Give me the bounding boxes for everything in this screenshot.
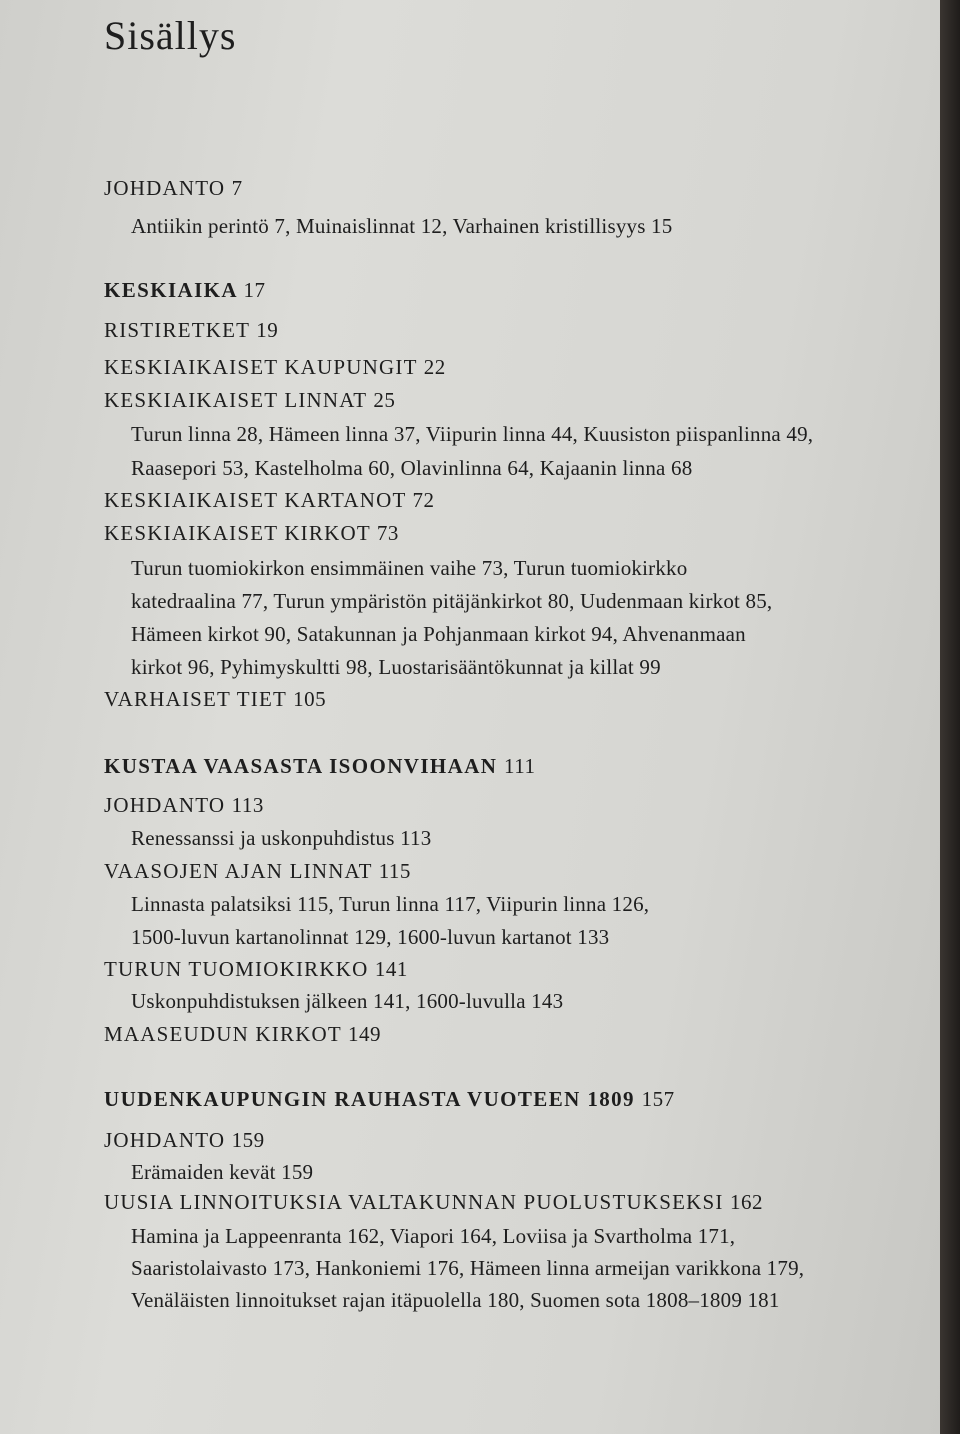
toc-page-number: 149: [348, 1022, 382, 1046]
toc-part-title: KESKIAIKA: [104, 278, 237, 302]
toc-chapter: [104, 1022, 381, 1047]
toc-subentries: Venäläisten linnoitukset rajan itäpuolella 180, Suomen sota 1808–1809 181: [131, 1288, 780, 1312]
toc-chapter-title: JOHDANTO: [104, 1128, 226, 1152]
toc-subentries: Turun tuomiokirkon ensimmäinen vaihe 73, Turun tuomiokirkko: [131, 556, 688, 580]
toc-page-number: 111: [504, 754, 536, 778]
toc-chapter-title: VARHAISET TIET: [104, 687, 287, 711]
toc-part-title: UUDENKAUPUNGIN RAUHASTA VUOTEEN 1809: [104, 1087, 635, 1111]
toc-chapter-title: RISTIRETKET: [104, 318, 250, 342]
page-title: Sisällys: [104, 13, 237, 58]
toc-chapter-title: KESKIAIKAISET KARTANOT: [104, 488, 407, 512]
toc-subentries: Saaristolaivasto 173, Hankoniemi 176, Hämeen linna armeijan varikkona 179,: [131, 1256, 805, 1280]
toc-page-number: 141: [374, 957, 408, 981]
toc-part: [104, 754, 535, 779]
page-edge-shadow: [940, 0, 960, 1434]
toc-chapter: [104, 521, 399, 546]
toc-chapter: [104, 793, 264, 818]
toc-page-number: 22: [423, 355, 446, 379]
toc-page-number: 25: [373, 388, 396, 412]
toc-chapter: [104, 687, 326, 712]
toc-page-number: 19: [256, 318, 279, 342]
toc-subentries: Raasepori 53, Kastelholma 60, Olavinlinna 64, Kajaanin linna 68: [131, 456, 693, 480]
toc-part: [104, 1087, 675, 1112]
toc-chapter-title: JOHDANTO: [104, 176, 226, 200]
toc-subentries: katedraalina 77, Turun ympäristön pitäjänkirkot 80, Uudenmaan kirkot 85,: [131, 589, 773, 613]
toc-chapter: [104, 388, 395, 413]
toc-subentries: 1500-luvun kartanolinnat 129, 1600-luvun kartanot 133: [131, 925, 610, 949]
toc-subentries: Hamina ja Lappeenranta 162, Viapori 164, Loviisa ja Svartholma 171,: [131, 1224, 736, 1248]
toc-subentries: Turun linna 28, Hämeen linna 37, Viipurin linna 44, Kuusiston piispanlinna 49,: [131, 422, 814, 446]
toc-subentries: kirkot 96, Pyhimyskultti 98, Luostarisääntökunnat ja killat 99: [131, 655, 661, 679]
toc-page-number: 157: [641, 1087, 675, 1111]
toc-page-number: 105: [293, 687, 327, 711]
toc-subentries: Hämeen kirkot 90, Satakunnan ja Pohjanmaan kirkot 94, Ahvenanmaan: [131, 622, 746, 646]
toc-page-number: 115: [378, 859, 411, 883]
toc-page-number: 162: [730, 1190, 763, 1214]
toc-subentries: Erämaiden kevät 159: [131, 1160, 314, 1184]
toc-page-number: 73: [376, 521, 399, 545]
toc-chapter: [104, 318, 278, 343]
toc-chapter-title: KESKIAIKAISET KAUPUNGIT: [104, 355, 418, 379]
toc-page-number: 113: [231, 793, 264, 817]
toc-chapter-title: KESKIAIKAISET KIRKOT: [104, 521, 371, 545]
toc-chapter: [104, 355, 446, 380]
toc-chapter-title: VAASOJEN AJAN LINNAT: [104, 859, 373, 883]
toc-page-number: 72: [412, 488, 435, 512]
toc-chapter-title: TURUN TUOMIOKIRKKO: [104, 957, 369, 981]
toc-chapter: [104, 176, 243, 201]
toc-page-number: 7: [231, 176, 243, 200]
toc-page-number: 17: [243, 278, 266, 302]
toc-subentries: Linnasta palatsiksi 115, Turun linna 117, Viipurin linna 126,: [131, 892, 650, 916]
toc-chapter-title: UUSIA LINNOITUKSIA VALTAKUNNAN PUOLUSTUKSEKSI: [104, 1190, 724, 1214]
toc-subentries: Antiikin perintö 7, Muinaislinnat 12, Varhainen kristillisyys 15: [131, 214, 673, 238]
toc-chapter: [104, 859, 411, 884]
toc-subentries: Uskonpuhdistuksen jälkeen 141, 1600-luvulla 143: [131, 989, 564, 1013]
toc-page-number: 159: [231, 1128, 265, 1152]
toc-part: [104, 278, 265, 303]
toc-chapter: [104, 1128, 265, 1153]
toc-chapter-title: MAASEUDUN KIRKOT: [104, 1022, 342, 1046]
toc-chapter: [104, 957, 408, 982]
toc-chapter: [104, 1190, 763, 1215]
toc-chapter-title: KESKIAIKAISET LINNAT: [104, 388, 367, 412]
toc-subentries: Renessanssi ja uskonpuhdistus 113: [131, 826, 432, 850]
toc-chapter-title: JOHDANTO: [104, 793, 226, 817]
toc-chapter: [104, 488, 435, 513]
toc-part-title: KUSTAA VAASASTA ISOONVIHAAN: [104, 754, 498, 778]
